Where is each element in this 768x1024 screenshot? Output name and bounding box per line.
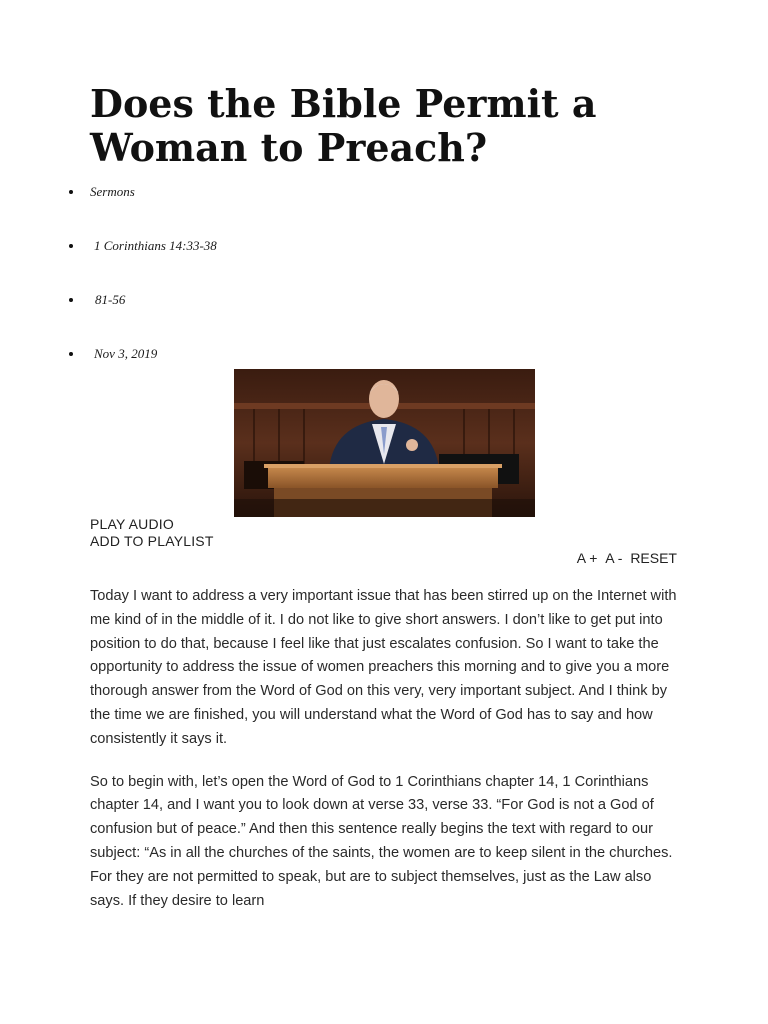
meta-sermon-code-label: 81-56 [95, 292, 126, 307]
bullet-icon [69, 244, 73, 248]
meta-item-category[interactable] [60, 180, 217, 234]
font-reset-button[interactable]: RESET [630, 550, 677, 566]
bullet-icon [69, 298, 73, 302]
meta-category-label[interactable]: Sermons [90, 184, 135, 199]
meta-item-sermon-code [60, 288, 217, 342]
sermon-transcript [90, 585, 688, 932]
meta-scripture-label[interactable]: 1 Corinthians 14:33-38 [94, 238, 217, 253]
font-increase-button[interactable]: A + [576, 550, 598, 566]
font-size-controls [573, 549, 677, 567]
sermon-meta-list [60, 180, 217, 396]
transcript-paragraph: Today I want to address a very important issue that has been stirred up on the Internet with me kind of in the middle of it. I do not like to give short answers. I don’t like to get put into position to do that, because I feel like that just escalates confusion. So I want to take the opportunity to address the issue of women preachers this morning and to give you a more thorough answer from the Word of God on this very, very important subject. And I think by the time we are finished, you will understand what the Word of God has to say and how consistently it says it. [90, 588, 677, 747]
font-decrease-button[interactable]: A - [605, 550, 623, 566]
play-audio-link[interactable]: PLAY AUDIO [90, 516, 174, 532]
bullet-icon [69, 190, 73, 194]
meta-item-scripture[interactable] [60, 234, 217, 288]
meta-date-label: Nov 3, 2019 [94, 346, 158, 361]
preacher-at-pulpit-image [234, 369, 535, 517]
add-to-playlist-link[interactable]: ADD TO PLAYLIST [90, 533, 214, 549]
page-title: Does the Bible Permit a Woman to Preach? [90, 81, 597, 170]
bullet-icon [69, 352, 73, 356]
audio-actions [90, 516, 214, 550]
transcript-paragraph: So to begin with, let’s open the Word of God to 1 Corinthians chapter 14, 1 Corinthians chapter 14, and I want you to look down at verse 33, verse 33. “For God is not a God of confusion but of peace.” And then this sentence really begins the text with regard to our subject: “As in all the churches of the saints, the women are to keep silent in the churches. For they are not permitted to speak, but are to subject themselves, just as the Law also says. If they desire to learn [90, 773, 673, 909]
sermon-video-thumbnail[interactable] [234, 369, 535, 517]
meta-item-date [60, 342, 217, 396]
